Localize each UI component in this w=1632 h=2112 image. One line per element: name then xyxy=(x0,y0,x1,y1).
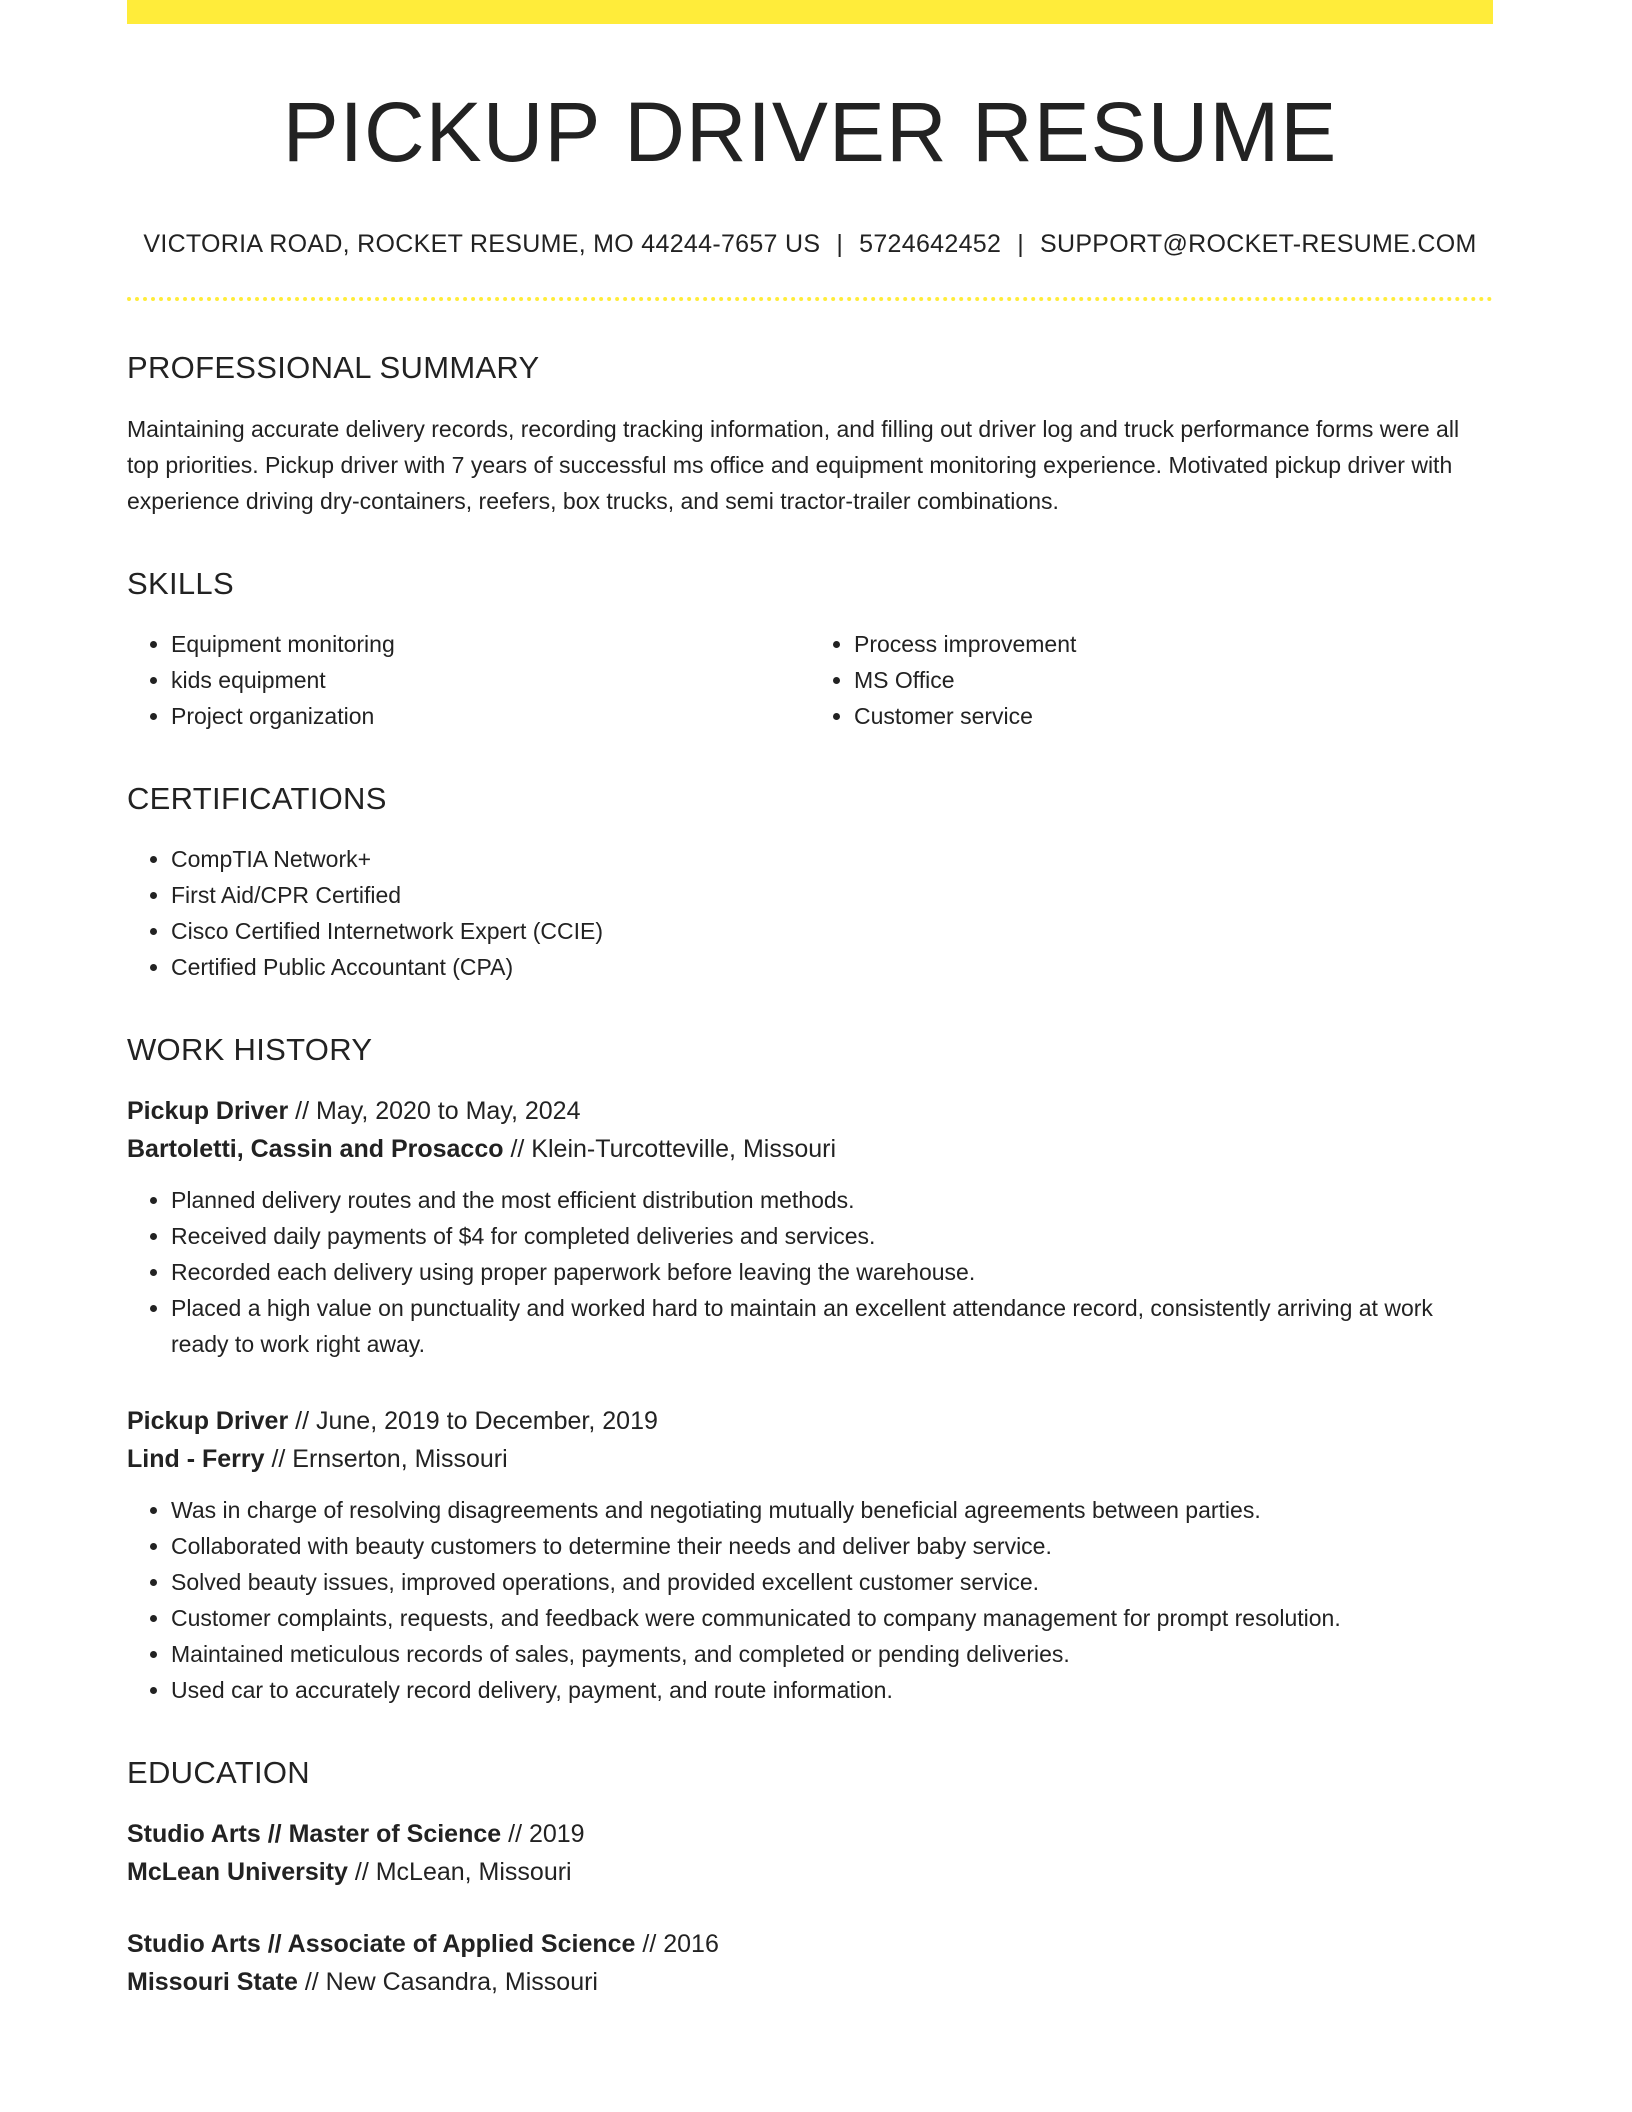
skill-item: • Customer service xyxy=(854,698,1493,734)
education-school: McLean University xyxy=(127,1858,348,1887)
job-dates: // May, 2020 to May, 2024 xyxy=(295,1097,581,1126)
skills-section xyxy=(127,565,1493,734)
job-title-line xyxy=(127,1092,1493,1130)
job-bullet: • Collaborated with beauty customers to determine their needs and deliver baby service. xyxy=(171,1528,1493,1564)
education-school: Missouri State xyxy=(127,1968,298,1997)
certifications-section xyxy=(127,780,1493,985)
education-degree: Studio Arts // Associate of Applied Science xyxy=(127,1930,636,1959)
skill-item: • MS Office xyxy=(854,662,1493,698)
dotted-divider xyxy=(127,297,1493,301)
certification-item: • First Aid/CPR Certified xyxy=(171,877,1493,913)
job-bullet: • Was in charge of resolving disagreements and negotiating mutually beneficial agreements between parties. xyxy=(171,1492,1493,1528)
job-bullet: • Received daily payments of $4 for completed deliveries and services. xyxy=(171,1218,1493,1254)
education-year: // 2016 xyxy=(642,1930,719,1959)
education-school-line xyxy=(127,1963,1493,2001)
job-company-line xyxy=(127,1130,1493,1168)
job-bullet: • Used car to accurately record delivery, payment, and route information. xyxy=(171,1672,1493,1708)
education-entry xyxy=(127,1925,1493,2001)
skills-columns xyxy=(127,626,1493,734)
skill-item: • Process improvement xyxy=(854,626,1493,662)
skills-left-list xyxy=(127,626,810,734)
work-history-heading: WORK HISTORY xyxy=(127,1031,373,1067)
certifications-list xyxy=(127,841,1493,985)
job-bullets xyxy=(127,1182,1493,1362)
education-location: // New Casandra, Missouri xyxy=(304,1968,598,1997)
contact-separator: | xyxy=(1017,230,1024,259)
job-entry xyxy=(127,1402,1493,1708)
education-year: // 2019 xyxy=(508,1820,585,1849)
summary-section xyxy=(127,349,1493,518)
education-entry xyxy=(127,1815,1493,1891)
summary-text: Maintaining accurate delivery records, recording tracking information, and filling out driver log and truck performance forms were all top priorities. Pickup driver with 7 years of successful ms office and equipment monitoring experience. Motivated pickup driver with experience driving dry-containers, reefers, box trucks, and semi tractor-trailer combinations. xyxy=(127,415,1460,514)
job-bullet: • Planned delivery routes and the most efficient distribution methods. xyxy=(171,1182,1493,1218)
education-degree-line xyxy=(127,1925,1493,1963)
job-bullet: • Maintained meticulous records of sales, payments, and completed or pending deliveries. xyxy=(171,1636,1493,1672)
resume-title: PICKUP DRIVER RESUME xyxy=(282,85,1338,179)
job-bullet: • Customer complaints, requests, and feedback were communicated to company management for prompt resolution. xyxy=(171,1600,1493,1636)
job-title: Pickup Driver xyxy=(127,1097,289,1126)
certification-item: • CompTIA Network+ xyxy=(171,841,1493,877)
job-company: Bartoletti, Cassin and Prosacco xyxy=(127,1135,504,1164)
certifications-heading: CERTIFICATIONS xyxy=(127,780,387,816)
job-company-line xyxy=(127,1440,1493,1478)
job-dates: // June, 2019 to December, 2019 xyxy=(295,1407,658,1436)
job-bullet: • Placed a high value on punctuality and worked hard to maintain an excellent attendance record, consistently arriving at work ready to work right away. xyxy=(171,1290,1493,1362)
education-school-line xyxy=(127,1853,1493,1891)
job-company: Lind - Ferry xyxy=(127,1445,265,1474)
certification-item: • Cisco Certified Internetwork Expert (CCIE) xyxy=(171,913,1493,949)
top-accent-bar xyxy=(127,0,1493,24)
skills-heading: SKILLS xyxy=(127,565,234,601)
job-location: // Klein-Turcotteville, Missouri xyxy=(510,1135,837,1164)
job-entry xyxy=(127,1092,1493,1362)
skill-item: • Equipment monitoring xyxy=(171,626,810,662)
skill-item: • kids equipment xyxy=(171,662,810,698)
resume-page xyxy=(127,0,1493,2001)
education-location: // McLean, Missouri xyxy=(354,1858,572,1887)
education-heading: EDUCATION xyxy=(127,1755,310,1791)
education-degree-line xyxy=(127,1815,1493,1853)
education-section xyxy=(127,1754,1493,2001)
summary-heading: PROFESSIONAL SUMMARY xyxy=(127,350,540,386)
job-title: Pickup Driver xyxy=(127,1407,289,1436)
job-title-line xyxy=(127,1402,1493,1440)
skills-right-list xyxy=(810,626,1493,734)
contact-email: SUPPORT@ROCKET-RESUME.COM xyxy=(1039,230,1477,259)
job-bullet: • Recorded each delivery using proper paperwork before leaving the warehouse. xyxy=(171,1254,1493,1290)
skill-item: • Project organization xyxy=(171,698,810,734)
contact-line xyxy=(127,230,1493,259)
job-bullets xyxy=(127,1492,1493,1708)
work-history-section xyxy=(127,1031,1493,1708)
education-degree: Studio Arts // Master of Science xyxy=(127,1820,502,1849)
contact-separator: | xyxy=(836,230,844,259)
contact-address: VICTORIA ROAD, ROCKET RESUME, MO 44244-7657 US xyxy=(143,230,821,259)
job-location: // Ernserton, Missouri xyxy=(271,1445,508,1474)
contact-phone: 5724642452 xyxy=(859,230,1002,259)
certification-item: • Certified Public Accountant (CPA) xyxy=(171,949,1493,985)
job-bullet: • Solved beauty issues, improved operations, and provided excellent customer service. xyxy=(171,1564,1493,1600)
